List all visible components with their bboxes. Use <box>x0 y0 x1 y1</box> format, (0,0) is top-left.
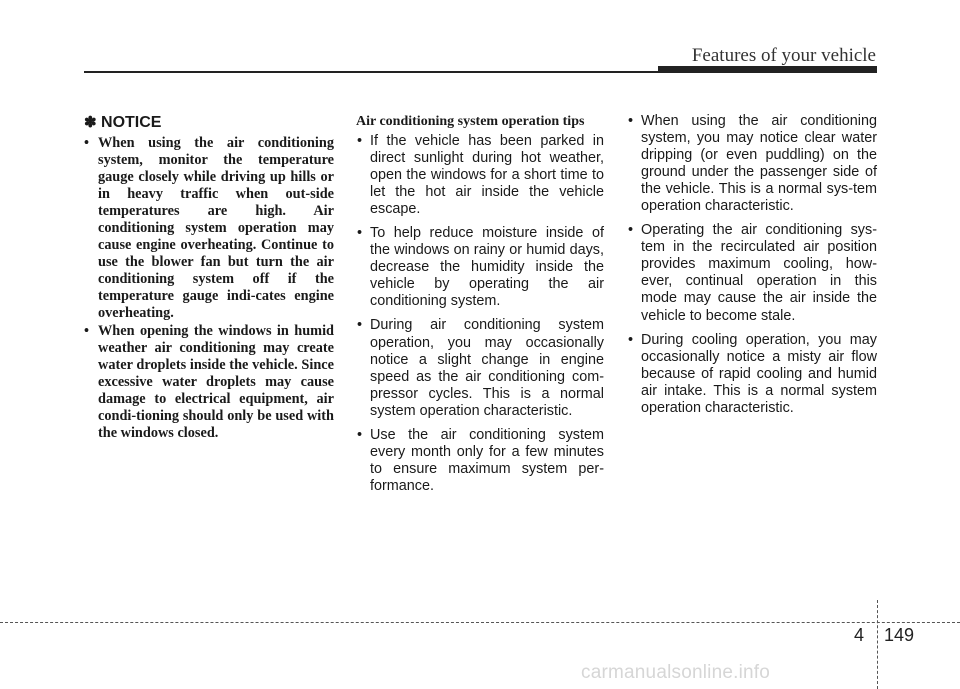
bullet-icon: • <box>628 331 634 348</box>
chapter-number: 4 <box>854 625 865 645</box>
tip-item-text: If the vehicle has been parked in direct sunlight during hot weather, open the windows for a short time to let the hot air inside the vehicle escape. <box>370 133 604 218</box>
notice-column <box>84 113 334 442</box>
tip-item <box>356 133 604 218</box>
bullet-icon: • <box>357 426 363 443</box>
bullet-icon: • <box>628 222 634 239</box>
bullet-icon: • <box>84 322 90 339</box>
footer-rule <box>0 622 960 623</box>
watermark: carmanualsonline.info <box>581 662 771 683</box>
footer-divider <box>877 600 879 689</box>
notice-item <box>84 323 334 442</box>
notice-item-text: When opening the windows in humid weather air conditioning may create water droplets inside the vehicle. Since excessive water droplets may cause damage to electrical equipment, air condi-tioning should only be used with the windows closed. <box>98 322 334 441</box>
bullet-icon: • <box>84 135 90 151</box>
tip-item <box>356 427 604 495</box>
tips-list-2 <box>627 113 877 417</box>
notice-list <box>84 135 334 442</box>
tip-item-text: Use the air conditioning system every month only for a few minutes to ensure maximum system per-formance. <box>370 426 604 494</box>
tips-column-1 <box>356 113 604 502</box>
tip-item <box>356 225 604 310</box>
tip-item <box>356 317 604 419</box>
tip-item <box>627 332 877 417</box>
tip-item-text: When using the air conditioning system, you may notice clear water dripping (or even puddling) on the ground under the passenger side of the vehicle. This is a normal sys-tem operation characteristic. <box>641 113 877 215</box>
notice-heading <box>84 113 334 133</box>
tips-list-1 <box>356 133 604 495</box>
bullet-icon: • <box>357 133 363 149</box>
bullet-icon: • <box>357 225 363 242</box>
tip-item-text: To help reduce moisture inside of the windows on rainy or humid days, decrease the humidity inside the vehicle by operating the air conditioning system. <box>370 225 604 310</box>
bullet-icon: • <box>628 113 634 129</box>
tip-item-text: During air conditioning system operation, you may occasionally notice a slight change in engine speed as the air conditioning com-pressor cycles. This is a normal system operation characteristic. <box>370 317 604 419</box>
page-number: 149 <box>884 625 915 645</box>
tips-heading: Air conditioning system operation tips <box>356 114 585 129</box>
notice-title: NOTICE <box>101 114 162 131</box>
header-rule <box>84 71 658 73</box>
tip-item-text: During cooling operation, you may occasionally notice a misty air flow because of rapid cooling and humid air intake. This is a normal system operation characteristic. <box>641 331 877 416</box>
tips-column-2 <box>627 113 877 424</box>
tip-item-text: Operating the air conditioning sys-tem in the recirculated air position provides maximum cooling, how-ever, continual operation in this mode may cause the air inside the vehicle to become stale. <box>641 222 877 324</box>
notice-item-text: When using the air conditioning system, monitor the temperature gauge closely while driving up hills or in heavy traffic when out-side temperatures are high. Air conditioning system operation may cause engine overheating. Continue to use the blower fan but turn the air conditioning system off if the temperature gauge indi-cates engine overheating. <box>98 135 334 322</box>
header-rule-bold <box>658 66 877 73</box>
tip-item <box>627 113 877 215</box>
notice-star-icon: ✽ <box>84 114 97 131</box>
page-header-title: Features of your vehicle <box>691 45 876 66</box>
notice-item <box>84 135 334 323</box>
tip-item <box>627 222 877 324</box>
bullet-icon: • <box>357 317 363 334</box>
